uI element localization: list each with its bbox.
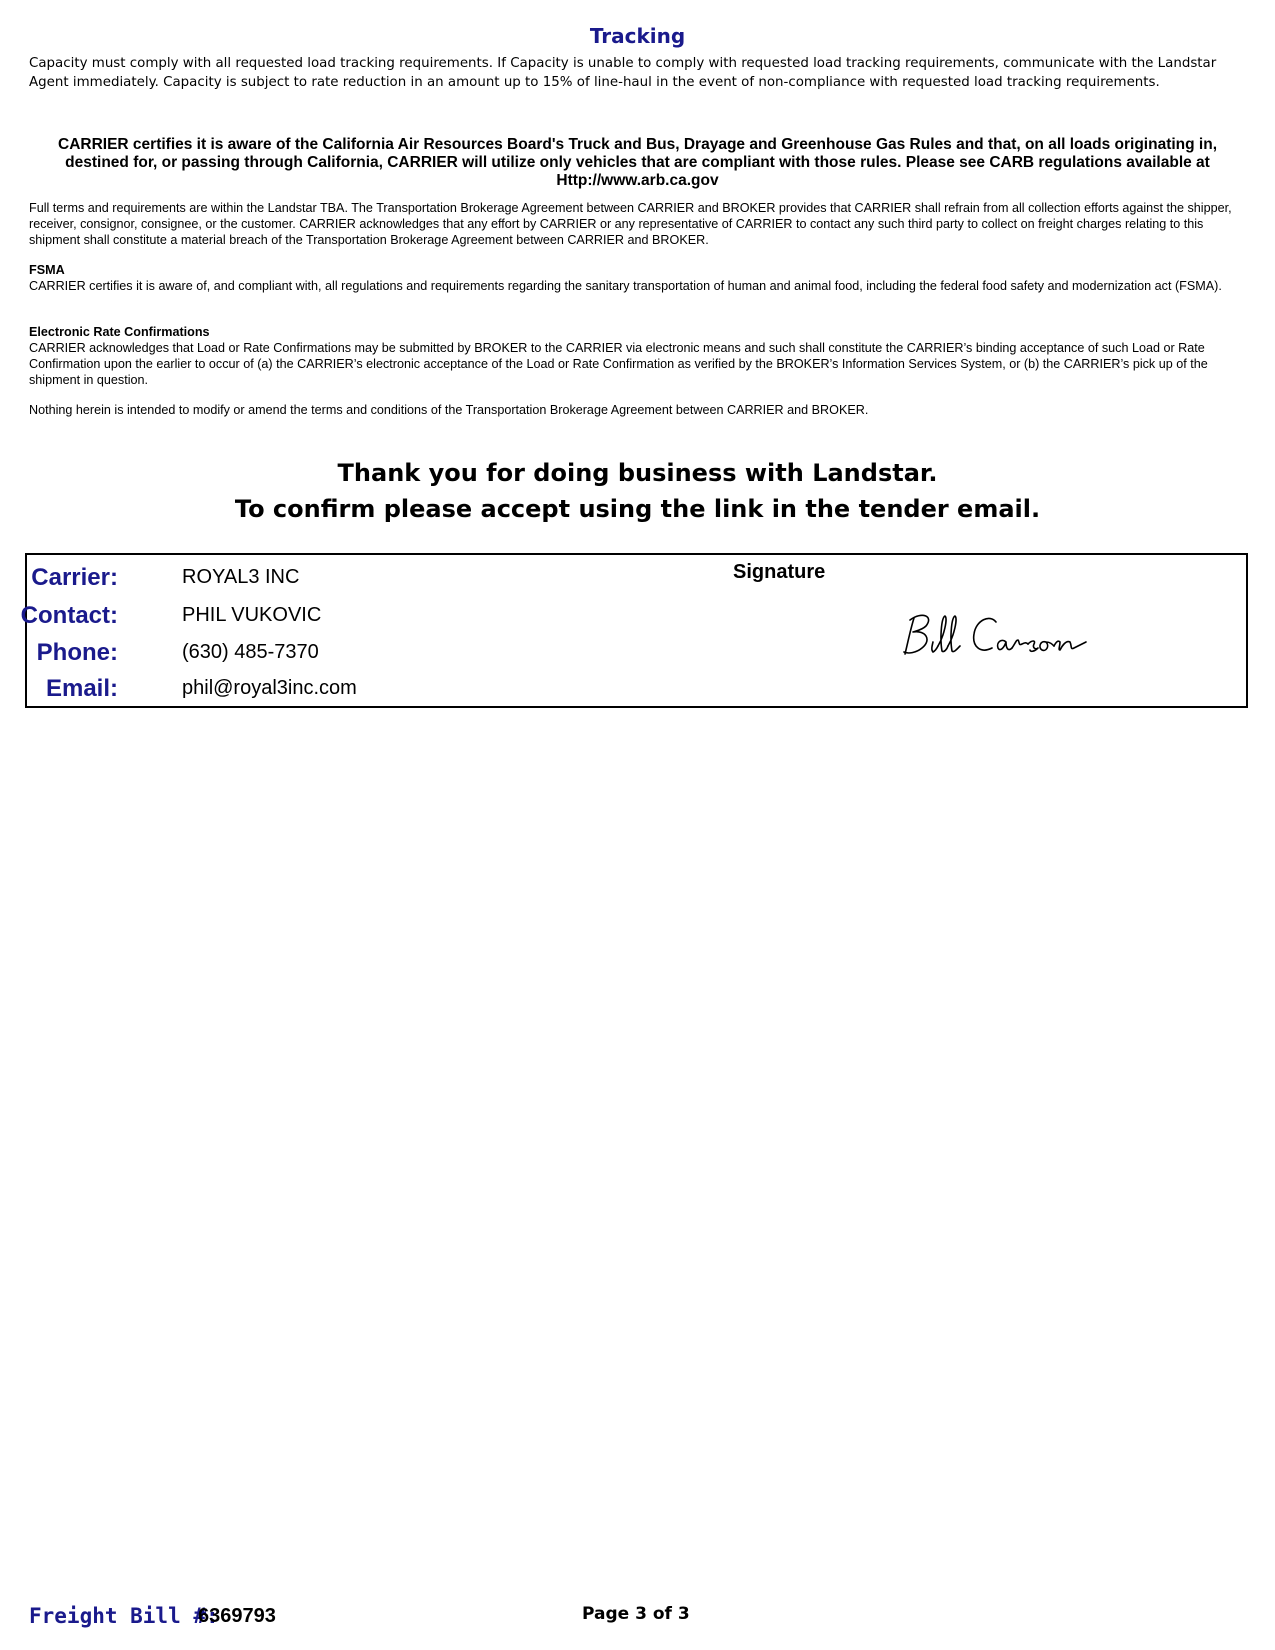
signature-image [900,606,1110,666]
tracking-heading: Tracking [589,24,686,48]
electronic-rate-body: CARRIER acknowledges that Load or Rate Confirmations may be submitted by BROKER to the CARRIER via electronic means and such shall constitute the CARRIER’s binding acceptance of such Load or Rate Confirmation upon the earlier to occur of (a) the CARRIER’s electronic acceptance of the Load or Rate Confirmation as verified by the BROKER’s Information Services System, or (b) the CARRIER’s pick up of the shipment in question. [29,341,1208,387]
phone-label: Phone: [36,639,118,666]
fsma-body: CARRIER certifies it is aware of, and compliant with, all regulations and requirements regarding the sanitary transportation of human and animal food, including the federal food safety and modernization act (FSMA). [29,279,1222,293]
full-terms-paragraph: Full terms and requirements are within the Landstar TBA. The Transportation Brokerage Agreement between CARRIER and BROKER provides that CARRIER shall refrain from all collection efforts against the shipper, receiver, consignor, consignee, or the customer. CARRIER acknowledges that any effort by CARRIER or any representative of CARRIER to contact any such third party to collect on freight charges relating to this shipment shall constitute a material breach of the Transportation Brokerage Agreement between CARRIER and BROKER. [29,201,1232,247]
page-number: Page 3 of 3 [582,1604,690,1624]
contact-value: PHIL VUKOVIC [182,604,322,626]
freight-bill-label: Freight Bill #: [29,1604,219,1628]
confirm-instruction-line: To confirm please accept using the link in the tender email. [234,495,1041,523]
email-value: phil@royal3inc.com [182,677,357,699]
thank-you-message [0,455,1275,527]
signature-label: Signature [733,561,826,583]
electronic-rate-section [29,324,1254,388]
carrier-label: Carrier: [31,564,118,591]
nothing-herein-paragraph: Nothing herein is intended to modify or amend the terms and conditions of the Transportation Brokerage Agreement between CARRIER and BROKER. [29,403,869,417]
fsma-heading: FSMA [29,263,65,277]
thank-you-line: Thank you for doing business with Landstar. [337,459,938,487]
email-label: Email: [45,675,118,702]
phone-value: (630) 485-7370 [182,641,319,663]
carrier-value: ROYAL3 INC [182,566,300,588]
tracking-paragraph: Capacity must comply with all requested load tracking requirements. If Capacity is unable to comply with requested load tracking requirements, communicate with the Landstar Agent immediately. Capacity is subject to rate reduction in an amount up to 15% of line-haul in the event of non-compliance with requested load tracking requirements. [29,56,1217,90]
fsma-section [29,262,1254,294]
contact-label: Contact: [20,602,118,629]
freight-bill-number: 6369793 [198,1605,276,1627]
carb-notice: CARRIER certifies it is aware of the California Air Resources Board's Truck and Bus, Drayage and Greenhouse Gas Rules and that, on all loads originating in, destined for, or passing through California, CARRIER will utilize only vehicles that are compliant with those rules. Please see CARB regulations available at Http://www.arb.ca.gov [58,136,1217,189]
electronic-rate-heading: Electronic Rate Confirmations [29,325,210,339]
